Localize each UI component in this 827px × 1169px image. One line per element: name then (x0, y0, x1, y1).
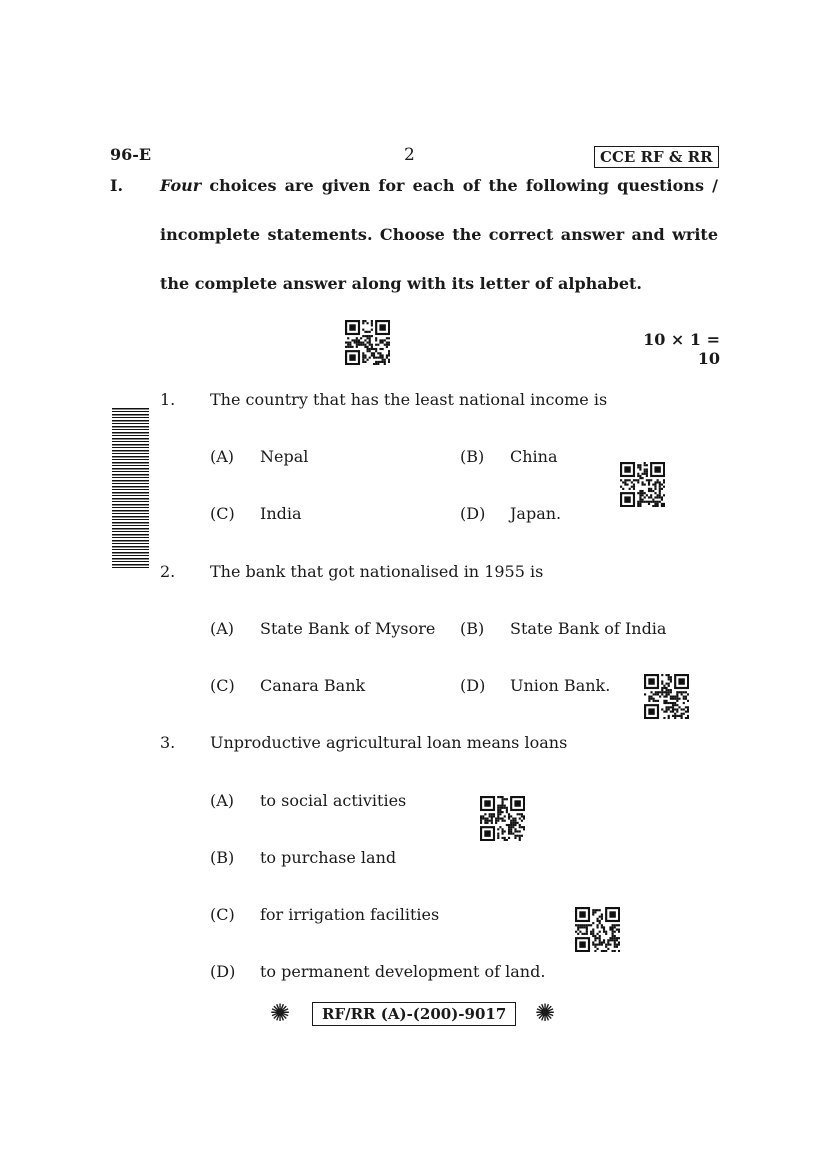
marks-allocation: 10 × 1 = 10 (643, 330, 720, 368)
ornament-right-icon: ✺ (535, 999, 556, 1027)
q3-option-a-letter: (A) (210, 791, 235, 810)
series-box: CCE RF & RR (594, 146, 719, 168)
q3-option-b-text: to purchase land (260, 848, 397, 867)
question-1-text: The country that has the least national income is (210, 390, 608, 409)
q2-option-a-letter: (A) (210, 619, 235, 638)
qr-code-icon (480, 796, 525, 845)
qr-code-icon (575, 907, 620, 956)
footer-code-box: RF/RR (A)-(200)-9017 (312, 1002, 516, 1026)
q1-option-a-letter: (A) (210, 447, 235, 466)
question-2-number: 2. (160, 562, 176, 581)
q2-option-b-text: State Bank of India (510, 619, 667, 638)
instruction-line-3: the complete answer along with its letter of alphabet. (160, 274, 642, 293)
q3-option-d-text: to permanent development of land. (260, 962, 546, 981)
instruction-line-1 (160, 176, 718, 195)
section-number: I. (110, 176, 124, 195)
q2-option-c-text: Canara Bank (260, 676, 366, 695)
q2-option-a-text: State Bank of Mysore (260, 619, 436, 638)
q1-option-d-letter: (D) (460, 504, 486, 523)
q1-option-a-text: Nepal (260, 447, 309, 466)
q3-option-a-text: to social activities (260, 791, 407, 810)
q1-option-b-letter: (B) (460, 447, 485, 466)
instruction-line-1-rest: choices are given for each of the following questions / (201, 176, 718, 195)
q1-option-c-text: India (260, 504, 302, 523)
paper-code: 96-E (110, 145, 152, 164)
q2-option-b-letter: (B) (460, 619, 485, 638)
barcode-icon (112, 408, 149, 568)
q1-option-c-letter: (C) (210, 504, 235, 523)
question-3-text: Unproductive agricultural loan means loans (210, 733, 568, 752)
q2-option-d-text: Union Bank. (510, 676, 611, 695)
q1-option-b-text: China (510, 447, 558, 466)
qr-code-icon (345, 320, 390, 369)
question-2-text: The bank that got nationalised in 1955 is (210, 562, 544, 581)
q3-option-c-text: for irrigation facilities (260, 905, 440, 924)
q2-option-c-letter: (C) (210, 676, 235, 695)
qr-code-icon (620, 462, 665, 511)
q1-option-d-text: Japan. (510, 504, 562, 523)
question-1-number: 1. (160, 390, 176, 409)
question-3-number: 3. (160, 733, 176, 752)
instruction-line-2: incomplete statements. Choose the correct answer and write (160, 225, 718, 244)
page-number: 2 (404, 145, 415, 165)
instruction-emphasis: Four (160, 176, 202, 195)
q3-option-b-letter: (B) (210, 848, 235, 867)
ornament-left-icon: ✺ (270, 999, 291, 1027)
q2-option-d-letter: (D) (460, 676, 486, 695)
q3-option-c-letter: (C) (210, 905, 235, 924)
q3-option-d-letter: (D) (210, 962, 236, 981)
qr-code-icon (644, 674, 689, 723)
